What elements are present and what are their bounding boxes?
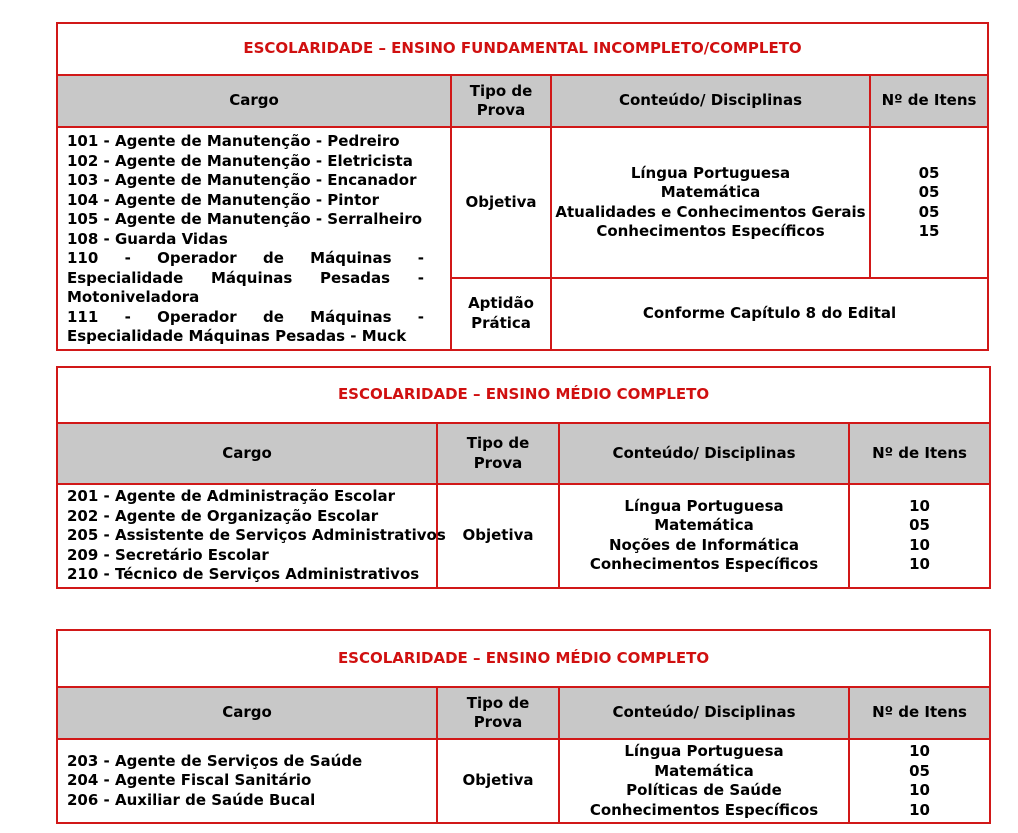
disciplina-item: Matemática: [660, 183, 761, 201]
header-itens: Nº de Itens: [870, 75, 988, 127]
cargo-item: 101 - Agente de Manutenção - Pedreiro: [67, 132, 400, 150]
disciplinas: [559, 739, 849, 823]
conteudo-edital: Conforme Capítulo 8 do Edital: [551, 278, 988, 349]
header-tipo-prova-text: Tipo de Prova: [466, 693, 530, 731]
cargo-item: 210 - Técnico de Serviços Administrativos: [67, 565, 420, 583]
cargo-item: 110 - Operador de Máquinas - Especialidade Máquinas Pesadas - Motoniveladora: [67, 249, 424, 306]
header-tipo-prova-text: Tipo de Prova: [469, 81, 533, 119]
cargo-list: [57, 127, 451, 350]
itens-value: 10: [909, 555, 930, 574]
table-title: ESCOLARIDADE – ENSINO MÉDIO COMPLETO: [57, 367, 990, 423]
cargo-item: 206 - Auxiliar de Saúde Bucal: [67, 790, 316, 809]
itens-value: 05: [918, 183, 940, 201]
cargo-item: 204 - Agente Fiscal Sanitário: [67, 771, 312, 790]
header-tipo-prova: [451, 75, 551, 127]
itens-value: 10: [909, 535, 930, 554]
disciplina-item: Língua Portuguesa: [624, 496, 784, 515]
tipo-prova-objetiva: Objetiva: [437, 484, 559, 588]
disciplina-item: Atualidades e Conhecimentos Gerais: [555, 202, 866, 221]
disciplina-item: Conhecimentos Específicos: [589, 555, 819, 574]
disciplina-item: Políticas de Saúde: [626, 781, 782, 799]
table-title: ESCOLARIDADE – ENSINO FUNDAMENTAL INCOMPLETO/COMPLETO: [57, 23, 988, 75]
cargo-item: 203 - Agente de Serviços de Saúde: [67, 751, 363, 770]
table-ensino-medio-1: [56, 366, 991, 589]
cargo-item: 105 - Agente de Manutenção - Serralheiro: [67, 210, 423, 228]
header-cargo: Cargo: [57, 687, 437, 739]
disciplina-item: Conhecimentos Específicos: [596, 222, 825, 240]
header-cargo: Cargo: [57, 75, 451, 127]
header-itens: Nº de Itens: [849, 687, 990, 739]
cargo-item: 102 - Agente de Manutenção - Eletricista: [67, 151, 413, 170]
header-tipo-prova-text: Tipo de Prova: [466, 434, 530, 472]
cargo-item: 209 - Secretário Escolar: [67, 545, 269, 564]
disciplina-item: Língua Portuguesa: [624, 742, 784, 760]
itens-value: 10: [909, 742, 930, 760]
table-ensino-fundamental: [56, 22, 989, 351]
itens-value: 05: [918, 163, 940, 182]
disciplina-item: Conhecimentos Específicos: [589, 800, 819, 819]
tipo-prova-aptidao: [451, 278, 551, 349]
header-conteudo: Conteúdo/ Disciplinas: [559, 687, 849, 739]
disciplina-item: Matemática: [654, 516, 754, 535]
itens-count: [870, 127, 988, 278]
itens-value: 05: [909, 761, 930, 780]
itens-value: 10: [909, 781, 930, 799]
cargo-item: 201 - Agente de Administração Escolar: [67, 487, 396, 505]
tipo-prova-objetiva: Objetiva: [437, 739, 559, 823]
cargo-item: 104 - Agente de Manutenção - Pintor: [67, 190, 379, 209]
header-itens: Nº de Itens: [849, 423, 990, 484]
header-conteudo: Conteúdo/ Disciplinas: [559, 423, 849, 484]
disciplina-item: Língua Portuguesa: [630, 163, 791, 182]
table-title: ESCOLARIDADE – ENSINO MÉDIO COMPLETO: [57, 630, 990, 687]
itens-count: [849, 484, 990, 588]
disciplinas: [559, 484, 849, 588]
itens-count: [849, 739, 990, 823]
disciplina-item: Matemática: [654, 761, 754, 780]
disciplinas: [551, 127, 870, 278]
cargo-list: [57, 739, 437, 823]
itens-value: 15: [918, 222, 940, 240]
cargo-item: 111 - Operador de Máquinas - Especialidade Máquinas Pesadas - Muck: [67, 307, 424, 345]
itens-value: 10: [909, 496, 930, 515]
tipo-prova-aptidao-text: Aptidão Prática: [468, 294, 534, 332]
cargo-item: 103 - Agente de Manutenção - Encanador: [67, 171, 417, 189]
header-conteudo: Conteúdo/ Disciplinas: [551, 75, 870, 127]
table-ensino-medio-2: [56, 629, 991, 824]
cargo-list: [57, 484, 446, 588]
header-cargo: Cargo: [57, 423, 437, 484]
tipo-prova-objetiva: Objetiva: [451, 127, 551, 278]
itens-value: 10: [909, 800, 930, 819]
itens-value: 05: [909, 516, 930, 535]
itens-value: 05: [918, 202, 940, 221]
cargo-item: 202 - Agente de Organização Escolar: [67, 506, 379, 525]
header-tipo-prova: [437, 687, 559, 739]
header-tipo-prova: [437, 423, 559, 484]
cargo-item: 205 - Assistente de Serviços Administrativos: [67, 526, 446, 544]
disciplina-item: Noções de Informática: [608, 535, 800, 554]
cargo-item: 108 - Guarda Vidas: [67, 229, 228, 248]
